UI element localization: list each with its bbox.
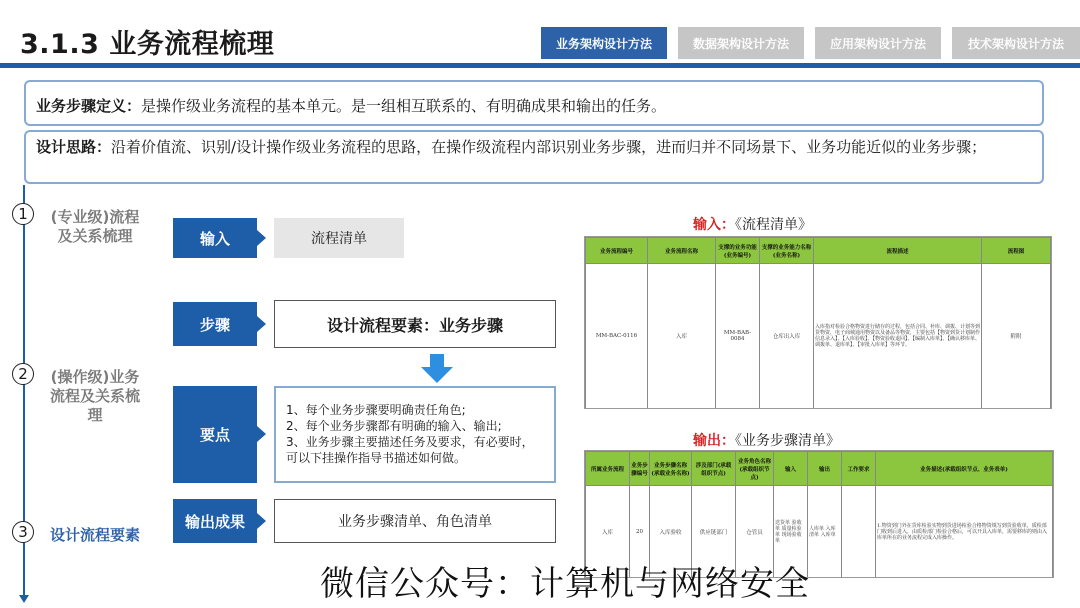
down-arrow-icon <box>430 354 444 368</box>
table-cell: 1.物资到门外在货库检验实物到货进场检验合格物资填写到货验收单，质检部门收到后进入，由质检部门检验合格后，可以开具入库单，需要移库的则由入库单所在的业务流程完成入库操作。 <box>876 486 1053 578</box>
tab-application-architecture[interactable]: 应用架构设计方法 <box>815 27 941 59</box>
table-cell: 入库 <box>648 264 716 409</box>
point-item: 3、业务步骤主要描述任务及要求，有必要时，可以下挂操作指导书描述如何做。 <box>286 435 534 465</box>
table-cell: 入库 <box>586 486 630 578</box>
step-number-2: 2 <box>12 363 34 385</box>
table-cell: 入库验收 <box>650 486 692 578</box>
table-header: 流程描述 <box>814 238 982 264</box>
table-cell: MM-BAC-0116 <box>586 264 648 409</box>
table-cell: 送货单 验收单 质量检验单 现场验收单 <box>774 486 808 578</box>
method-nav <box>541 27 1080 59</box>
tab-technology-architecture[interactable]: 技术架构设计方法 <box>952 27 1080 59</box>
process-list-table-image <box>584 236 1052 409</box>
design-idea-box <box>24 130 1044 184</box>
step-label-pointer <box>257 316 266 332</box>
table-header: 业务角色名称(承载组织节点) <box>736 452 774 486</box>
design-idea-label: 设计思路： <box>36 138 112 156</box>
table-header: 支撑的业务能力名称(业务名称) <box>760 238 814 264</box>
step-label: 步骤 <box>173 302 257 346</box>
table-cell: 人库单 入库清单 入库单 <box>808 486 842 578</box>
tab-data-architecture[interactable]: 数据架构设计方法 <box>678 27 804 59</box>
step-number-3: 3 <box>12 521 34 543</box>
points-label: 要点 <box>173 386 257 483</box>
output-section-title <box>693 430 840 450</box>
table-cell: 供应链部门 <box>692 486 736 578</box>
definition-text: 是操作级业务流程的基本单元。是一组相互联系的、有明确成果和输出的任务。 <box>141 97 667 115</box>
output-value: 业务步骤清单、角色清单 <box>274 499 556 543</box>
table-header: 支撑的业务功能(业务编号) <box>716 238 760 264</box>
table-cell: 附附 <box>982 264 1051 409</box>
process-list-table <box>585 237 1051 409</box>
watermark-text: 微信公众号：计算机与网络安全 <box>320 564 810 604</box>
input-label: 输入 <box>173 218 257 258</box>
page-title: 3.1.3 业务流程梳理 <box>20 29 275 60</box>
table-cell: 20 <box>630 486 650 578</box>
point-item: 2、每个业务步骤都有明确的输入、输出; <box>286 419 502 433</box>
input-label-pointer <box>257 230 266 246</box>
step-text-1: (专业级)流程及关系梳理 <box>50 208 140 245</box>
table-cell <box>842 486 876 578</box>
table-header: 流程图 <box>982 238 1051 264</box>
table-header: 输出 <box>808 452 842 486</box>
header-divider <box>0 63 1080 68</box>
tab-business-architecture[interactable]: 业务架构设计方法 <box>541 27 667 59</box>
input-section-label: 输入： <box>693 217 735 233</box>
input-section-title <box>693 214 812 234</box>
table-header: 工作要求 <box>842 452 876 486</box>
output-label-pointer <box>257 513 266 529</box>
point-item: 1、每个业务步骤要明确责任角色; <box>286 403 466 417</box>
definition-label: 业务步骤定义： <box>36 97 142 115</box>
step-text-2: (操作级)业务流程及关系梳理 <box>49 368 140 424</box>
table-header: 业务流程编号 <box>586 238 648 264</box>
points-box <box>274 386 556 483</box>
table-cell: 仓管员 <box>736 486 774 578</box>
output-section-doc: 《业务步骤清单》 <box>735 433 840 449</box>
table-header: 业务步骤编号 <box>630 452 650 486</box>
table-header: 涉及部门(承载组织节点) <box>692 452 736 486</box>
table-header: 业务描述(承载组织节点、业务表单) <box>876 452 1053 486</box>
output-section-label: 输出： <box>693 433 735 449</box>
input-value: 流程清单 <box>274 218 404 258</box>
down-arrow-head-icon <box>421 367 453 383</box>
step-value: 设计流程要素：业务步骤 <box>274 300 556 348</box>
table-cell: 仓库出入库 <box>760 264 814 409</box>
definition-box <box>24 80 1044 126</box>
table-header: 业务步骤名称(承载业务名称) <box>650 452 692 486</box>
output-label: 输出成果 <box>173 499 257 543</box>
table-cell: MM-BAB-0084 <box>716 264 760 409</box>
table-header: 业务流程名称 <box>648 238 716 264</box>
table-header: 所属业务流程 <box>586 452 630 486</box>
step-number-1: 1 <box>12 203 34 225</box>
design-idea-text: 沿着价值流、识别/设计操作级业务流程的思路，在操作级流程内部识别业务步骤，进而归并不同场景下、业务功能近似的业务步骤； <box>111 138 987 156</box>
input-section-doc: 《流程清单》 <box>735 217 812 233</box>
timeline-arrow-icon <box>19 595 29 603</box>
table-header: 输入 <box>774 452 808 486</box>
step-text-3: 设计流程要素 <box>49 526 140 544</box>
table-cell: 入库指对检验合格物资进行储存的过程，包括合同、补库、调拨、计划等到货物资，电子商城通用物资以及备品等物资，主要包括【物资到货计划制作信息录入】、【入库验收】、【物资验收退回】、【编制入库单】、【确认移库单、调拨单、退库单】、【审批入库单】等环节。 <box>814 264 982 409</box>
points-label-pointer <box>257 426 266 442</box>
